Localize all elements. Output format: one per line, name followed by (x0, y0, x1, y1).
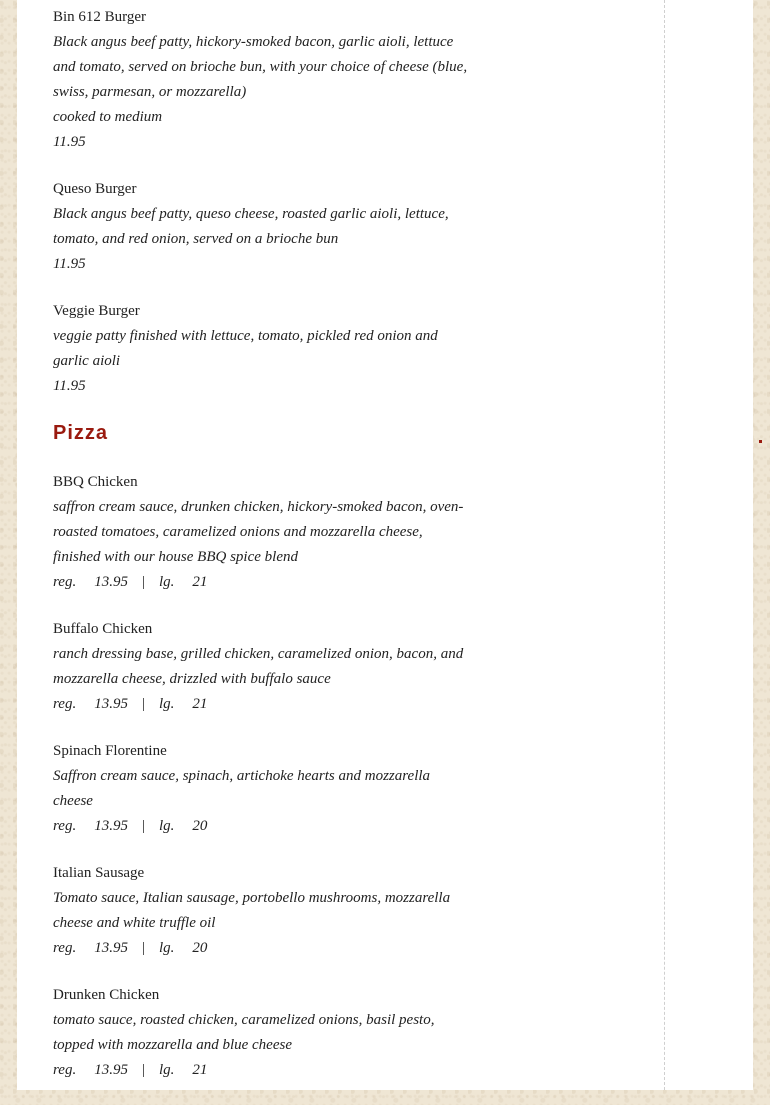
size-regular-label: reg. (53, 574, 77, 590)
size-regular-label: reg. (53, 696, 77, 712)
menu-item-name: Bin 612 Burger (53, 9, 147, 25)
price-separator: | (141, 574, 145, 590)
menu-item-price-row (53, 1058, 473, 1083)
menu-item-description: ranch dressing base, grilled chicken, caramelized onion, bacon, and mozzarella cheese, drizzled with buffalo sauce (53, 646, 464, 687)
price-regular: 13.95 (94, 574, 128, 590)
menu-item-price: 11.95 (53, 378, 86, 394)
menu-item-price: 11.95 (53, 256, 86, 272)
size-large-label: lg. (158, 818, 175, 834)
size-large-label: lg. (158, 1062, 175, 1078)
menu-item-drunken-chicken (53, 983, 473, 1083)
section-heading-pizza: Pizza (53, 422, 109, 444)
size-regular-label: reg. (53, 1062, 77, 1078)
menu-item-name: Drunken Chicken (53, 987, 160, 1003)
size-large-label: lg. (158, 574, 175, 590)
size-large-label: lg. (158, 696, 175, 712)
menu-item-buffalo-chicken (53, 617, 473, 717)
menu-item-name: Veggie Burger (53, 303, 140, 319)
menu-item-italian-sausage (53, 861, 473, 961)
menu-item-name: Italian Sausage (53, 865, 145, 881)
menu-item-price-row (53, 936, 473, 961)
menu-item-note: cooked to medium (53, 109, 163, 125)
menu-item-price: 11.95 (53, 134, 86, 150)
menu-content-column (17, 0, 665, 1090)
menu-item-description: Saffron cream sauce, spinach, artichoke hearts and mozzarella cheese (53, 768, 431, 809)
price-separator: | (141, 818, 145, 834)
menu-item-bin-612-burger (53, 5, 473, 155)
size-large-label: lg. (158, 940, 175, 956)
menu-item-name: Buffalo Chicken (53, 621, 153, 637)
price-large: 21 (192, 696, 208, 712)
menu-item-name: Queso Burger (53, 181, 137, 197)
menu-item-description: tomato sauce, roasted chicken, caramelized onions, basil pesto, topped with mozzarella and blue cheese (53, 1012, 435, 1053)
price-separator: | (141, 940, 145, 956)
price-regular: 13.95 (94, 940, 128, 956)
menu-item-price-row (53, 692, 473, 717)
price-large: 21 (192, 1062, 208, 1078)
decorative-dot (759, 440, 762, 443)
price-large: 21 (192, 574, 208, 590)
menu-item-queso-burger (53, 177, 473, 277)
price-separator: | (141, 696, 145, 712)
menu-listing (53, 5, 473, 1105)
menu-item-price-row (53, 814, 473, 839)
menu-item-description: saffron cream sauce, drunken chicken, hickory-smoked bacon, oven-roasted tomatoes, caramelized onions and mozzarella cheese, finished with our house BBQ spice blend (53, 499, 464, 565)
menu-item-bbq-chicken (53, 470, 473, 595)
menu-item-name: Spinach Florentine (53, 743, 167, 759)
menu-page-panel (17, 0, 753, 1090)
price-regular: 13.95 (94, 1062, 128, 1078)
price-regular: 13.95 (94, 818, 128, 834)
menu-item-description: Black angus beef patty, hickory-smoked bacon, garlic aioli, lettuce and tomato, served on brioche bun, with your choice of cheese (blue, swiss, parmesan, or mozzarella) (53, 34, 468, 100)
menu-item-name: BBQ Chicken (53, 474, 138, 490)
menu-item-veggie-burger (53, 299, 473, 399)
size-regular-label: reg. (53, 940, 77, 956)
size-regular-label: reg. (53, 818, 77, 834)
menu-item-spinach-florentine (53, 739, 473, 839)
price-large: 20 (192, 940, 208, 956)
menu-item-price-row (53, 570, 473, 595)
menu-item-description: veggie patty finished with lettuce, tomato, pickled red onion and garlic aioli (53, 328, 438, 369)
price-large: 20 (192, 818, 208, 834)
price-regular: 13.95 (94, 696, 128, 712)
price-separator: | (141, 1062, 145, 1078)
menu-item-description: Black angus beef patty, queso cheese, roasted garlic aioli, lettuce, tomato, and red onion, served on a brioche bun (53, 206, 449, 247)
menu-item-description: Tomato sauce, Italian sausage, portobello mushrooms, mozzarella cheese and white truffle oil (53, 890, 451, 931)
